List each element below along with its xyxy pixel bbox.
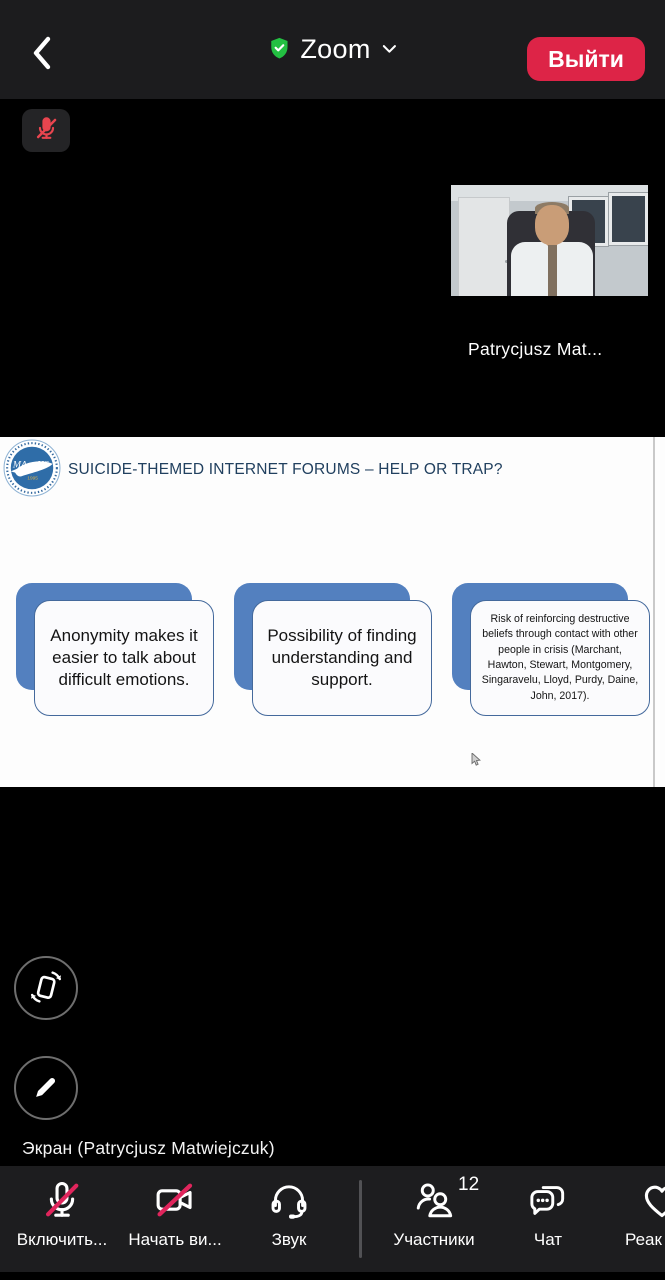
toolbar-label: Начать ви... <box>128 1230 222 1249</box>
video-picture-frame <box>609 193 648 245</box>
participants-count-badge: 12 <box>458 1174 480 1195</box>
participants-icon <box>412 1178 456 1225</box>
toolbar-divider <box>359 1180 362 1258</box>
toolbar-start-video-button[interactable] <box>120 1178 230 1250</box>
rotate-screen-button[interactable] <box>14 956 78 1020</box>
share-source-label: Экран (Patrycjusz Matwiejczuk) <box>22 1138 275 1158</box>
meeting-title-button[interactable] <box>266 0 398 99</box>
meeting-title: Zoom <box>300 34 371 64</box>
toolbar-label: Участники <box>393 1230 475 1249</box>
mic-muted-indicator <box>22 109 70 152</box>
bottom-toolbar <box>0 1166 665 1272</box>
participant-name-label: Patrycjusz Mat... <box>468 339 603 359</box>
toolbar-label: Чат <box>533 1230 563 1249</box>
svg-text:NS: NS <box>37 459 49 471</box>
mouse-cursor-icon <box>471 753 482 772</box>
pencil-icon <box>30 1071 62 1106</box>
chat-icon <box>526 1178 570 1225</box>
annotate-button[interactable] <box>14 1056 78 1120</box>
toolbar-label: Включить... <box>16 1230 108 1249</box>
heart-icon <box>622 1178 665 1225</box>
slide-right-edge <box>653 437 655 787</box>
toolbar-label: Реак <box>625 1230 662 1249</box>
callout-text: Anonymity makes it easier to talk about difficult emotions. <box>50 625 198 690</box>
slide-title: SUICIDE-THEMED INTERNET FORUMS – HELP OR TRAP? <box>68 461 503 478</box>
mic-off-icon <box>40 1178 84 1225</box>
toolbar-chat-button[interactable] <box>493 1178 603 1250</box>
video-door <box>458 197 510 296</box>
rotate-screen-icon <box>28 969 64 1008</box>
leave-button[interactable]: Выйти <box>527 37 645 81</box>
headset-icon <box>267 1178 311 1225</box>
shield-check-icon <box>266 36 291 64</box>
toolbar-participants-button[interactable] <box>379 1174 489 1250</box>
callout-text: Risk of reinforcing destructive beliefs through contact with other people in crisis (Marchant, Hawton, Stewart, Montgomery, Singaravelu, Lloyd, Purdy, Daine, John, 2017). <box>481 612 639 702</box>
shared-screen-slide[interactable] <box>0 437 665 787</box>
chevron-left-icon <box>27 34 57 75</box>
mic-muted-icon <box>33 115 60 147</box>
header-bar <box>0 0 665 99</box>
mans-logo <box>3 439 61 497</box>
video-off-icon <box>153 1178 197 1225</box>
toolbar-label: Звук <box>271 1230 307 1249</box>
participant-video-tile[interactable] <box>451 185 648 296</box>
svg-text:MA: MA <box>12 459 28 471</box>
participant-face <box>535 205 569 245</box>
chevron-down-icon <box>380 39 399 61</box>
participant-tie <box>548 245 557 296</box>
callout-box-risk <box>470 600 650 716</box>
callout-box-anonymity <box>34 600 214 716</box>
toolbar-audio-button[interactable] <box>234 1178 344 1250</box>
callout-text: Possibility of finding understanding and support. <box>267 625 417 690</box>
callout-box-support <box>252 600 432 716</box>
svg-text:1995: 1995 <box>27 476 38 482</box>
toolbar-unmute-button[interactable] <box>7 1178 117 1250</box>
toolbar-reactions-button[interactable] <box>622 1178 665 1250</box>
back-button[interactable] <box>20 32 64 76</box>
